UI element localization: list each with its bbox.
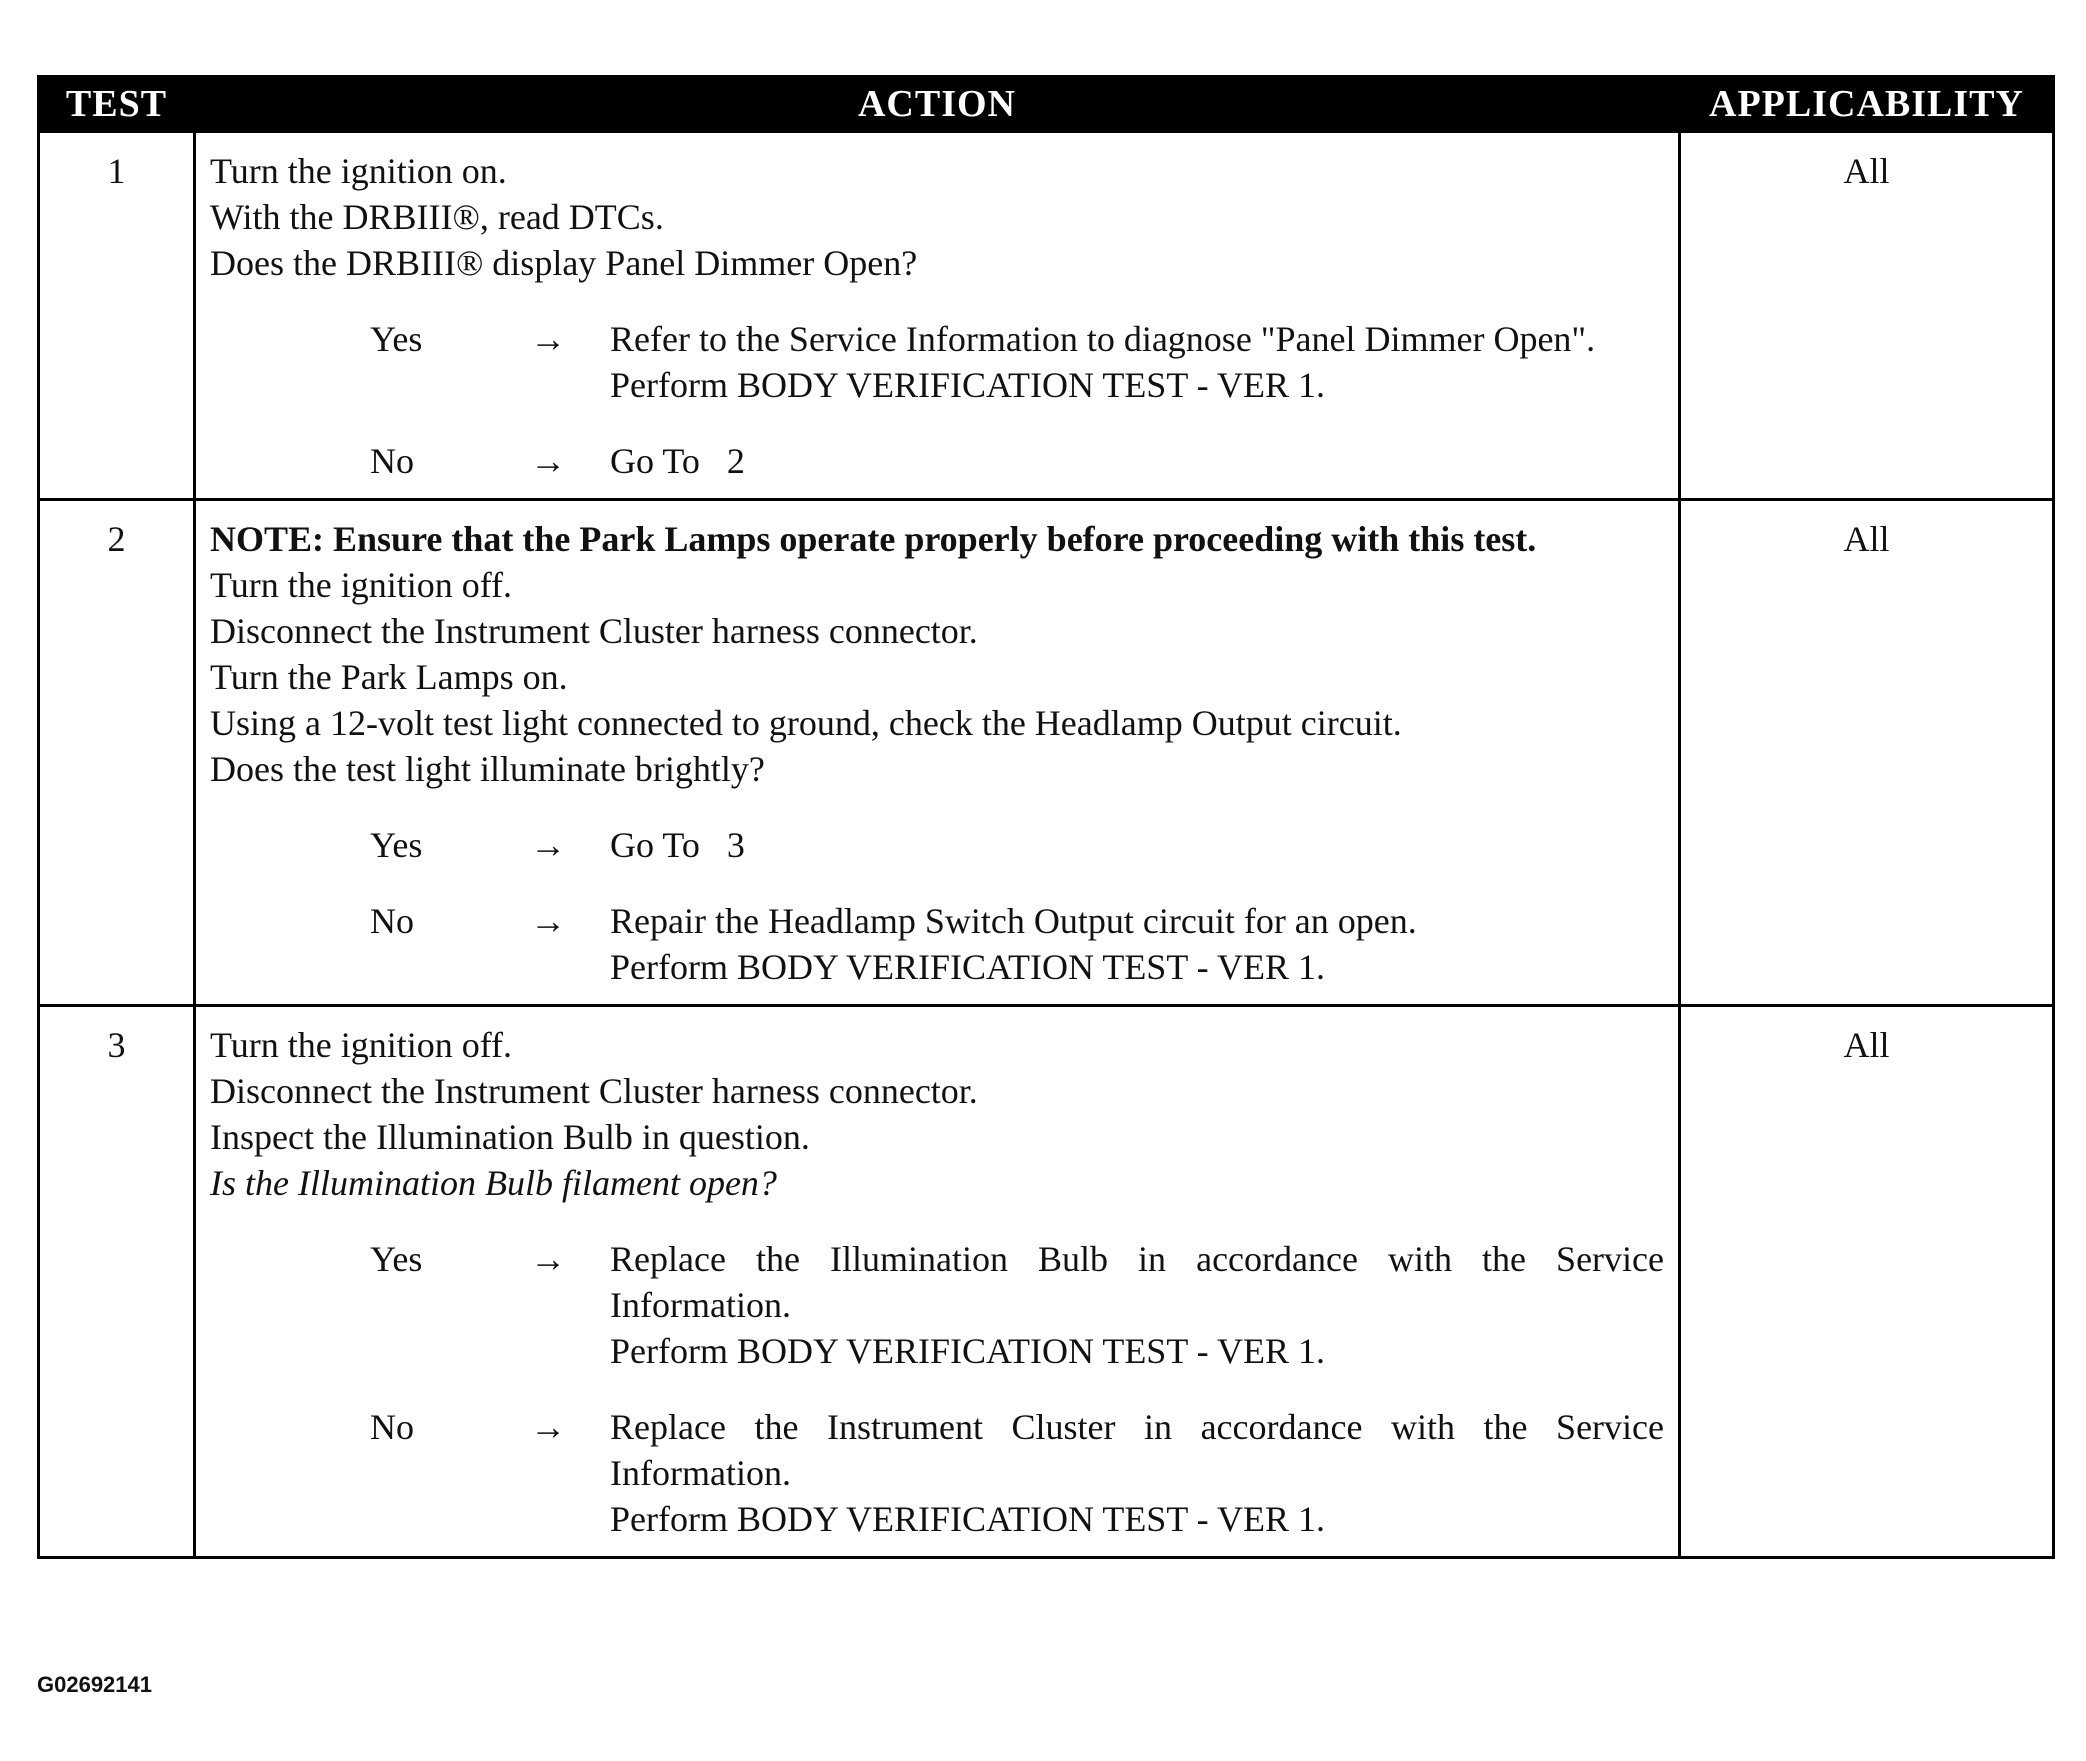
action-cell xyxy=(195,132,1680,500)
result-line: Go To 3 xyxy=(610,825,745,865)
no-label: No xyxy=(370,901,414,941)
result-line: Refer to the Service Information to diagnose "Panel Dimmer Open". xyxy=(610,319,1596,359)
result-line: Replace the Illumination Bulb in accordance with the Service Information. xyxy=(610,1239,1664,1325)
yes-result xyxy=(610,822,1664,868)
action-question: Does the test light illuminate brightly? xyxy=(210,749,765,789)
arrow-icon: → xyxy=(530,1239,566,1279)
result-line: Perform BODY VERIFICATION TEST - VER 1. xyxy=(610,365,1326,405)
yes-result xyxy=(610,316,1664,408)
yes-label: Yes xyxy=(370,1239,423,1279)
action-step: Using a 12-volt test light connected to ground, check the Headlamp Output circuit. xyxy=(210,703,1402,743)
arrow-icon: → xyxy=(530,1407,566,1447)
action-cell xyxy=(195,500,1680,1006)
arrow-icon: → xyxy=(530,901,566,941)
action-step: Turn the ignition on. xyxy=(210,151,507,191)
result-line: Perform BODY VERIFICATION TEST - VER 1. xyxy=(610,947,1326,987)
table-row xyxy=(39,500,2054,1006)
applicability-cell: All xyxy=(1680,1006,2054,1558)
no-label: No xyxy=(370,441,414,481)
result-line: Perform BODY VERIFICATION TEST - VER 1. xyxy=(610,1331,1326,1371)
yes-branch xyxy=(210,822,1664,868)
header-action: ACTION xyxy=(195,77,1680,132)
note-text: NOTE: Ensure that the Park Lamps operate properly before proceeding with this test. xyxy=(210,519,1537,559)
result-line: Perform BODY VERIFICATION TEST - VER 1. xyxy=(610,1499,1326,1539)
header-applicability: APPLICABILITY xyxy=(1680,77,2054,132)
action-question: Is the Illumination Bulb filament open? xyxy=(210,1163,777,1203)
yes-branch xyxy=(210,1236,1664,1374)
test-number: 3 xyxy=(39,1006,195,1558)
action-question: Does the DRBIII® display Panel Dimmer Open? xyxy=(210,243,918,283)
action-step: Turn the Park Lamps on. xyxy=(210,657,568,697)
arrow-icon: → xyxy=(530,441,566,481)
no-result xyxy=(610,438,1664,484)
test-number: 1 xyxy=(39,132,195,500)
header-test: TEST xyxy=(39,77,195,132)
action-step: With the DRBIII®, read DTCs. xyxy=(210,197,664,237)
action-cell xyxy=(195,1006,1680,1558)
applicability-cell: All xyxy=(1680,132,2054,500)
result-line: Replace the Instrument Cluster in accordance with the Service Information. xyxy=(610,1407,1664,1493)
no-result xyxy=(610,898,1664,990)
yes-label: Yes xyxy=(370,319,423,359)
no-branch xyxy=(210,898,1664,990)
table-row xyxy=(39,1006,2054,1558)
yes-label: Yes xyxy=(370,825,423,865)
result-line: Go To 2 xyxy=(610,441,745,481)
figure-code: G02692141 xyxy=(37,1672,152,1697)
action-step: Inspect the Illumination Bulb in question. xyxy=(210,1117,810,1157)
yes-branch xyxy=(210,316,1664,408)
no-branch xyxy=(210,1404,1664,1542)
arrow-icon: → xyxy=(530,319,566,359)
table-row xyxy=(39,132,2054,500)
header-row xyxy=(39,77,2054,132)
arrow-icon: → xyxy=(530,825,566,865)
action-step: Turn the ignition off. xyxy=(210,565,513,605)
action-step: Turn the ignition off. xyxy=(210,1025,513,1065)
test-number: 2 xyxy=(39,500,195,1006)
no-branch xyxy=(210,438,1664,484)
result-line: Repair the Headlamp Switch Output circuit for an open. xyxy=(610,901,1417,941)
action-step: Disconnect the Instrument Cluster harness connector. xyxy=(210,611,978,651)
diagnostic-table xyxy=(37,75,2055,1559)
action-step: Disconnect the Instrument Cluster harness connector. xyxy=(210,1071,978,1111)
yes-result xyxy=(610,1236,1664,1374)
no-result xyxy=(610,1404,1664,1542)
applicability-cell: All xyxy=(1680,500,2054,1006)
no-label: No xyxy=(370,1407,414,1447)
